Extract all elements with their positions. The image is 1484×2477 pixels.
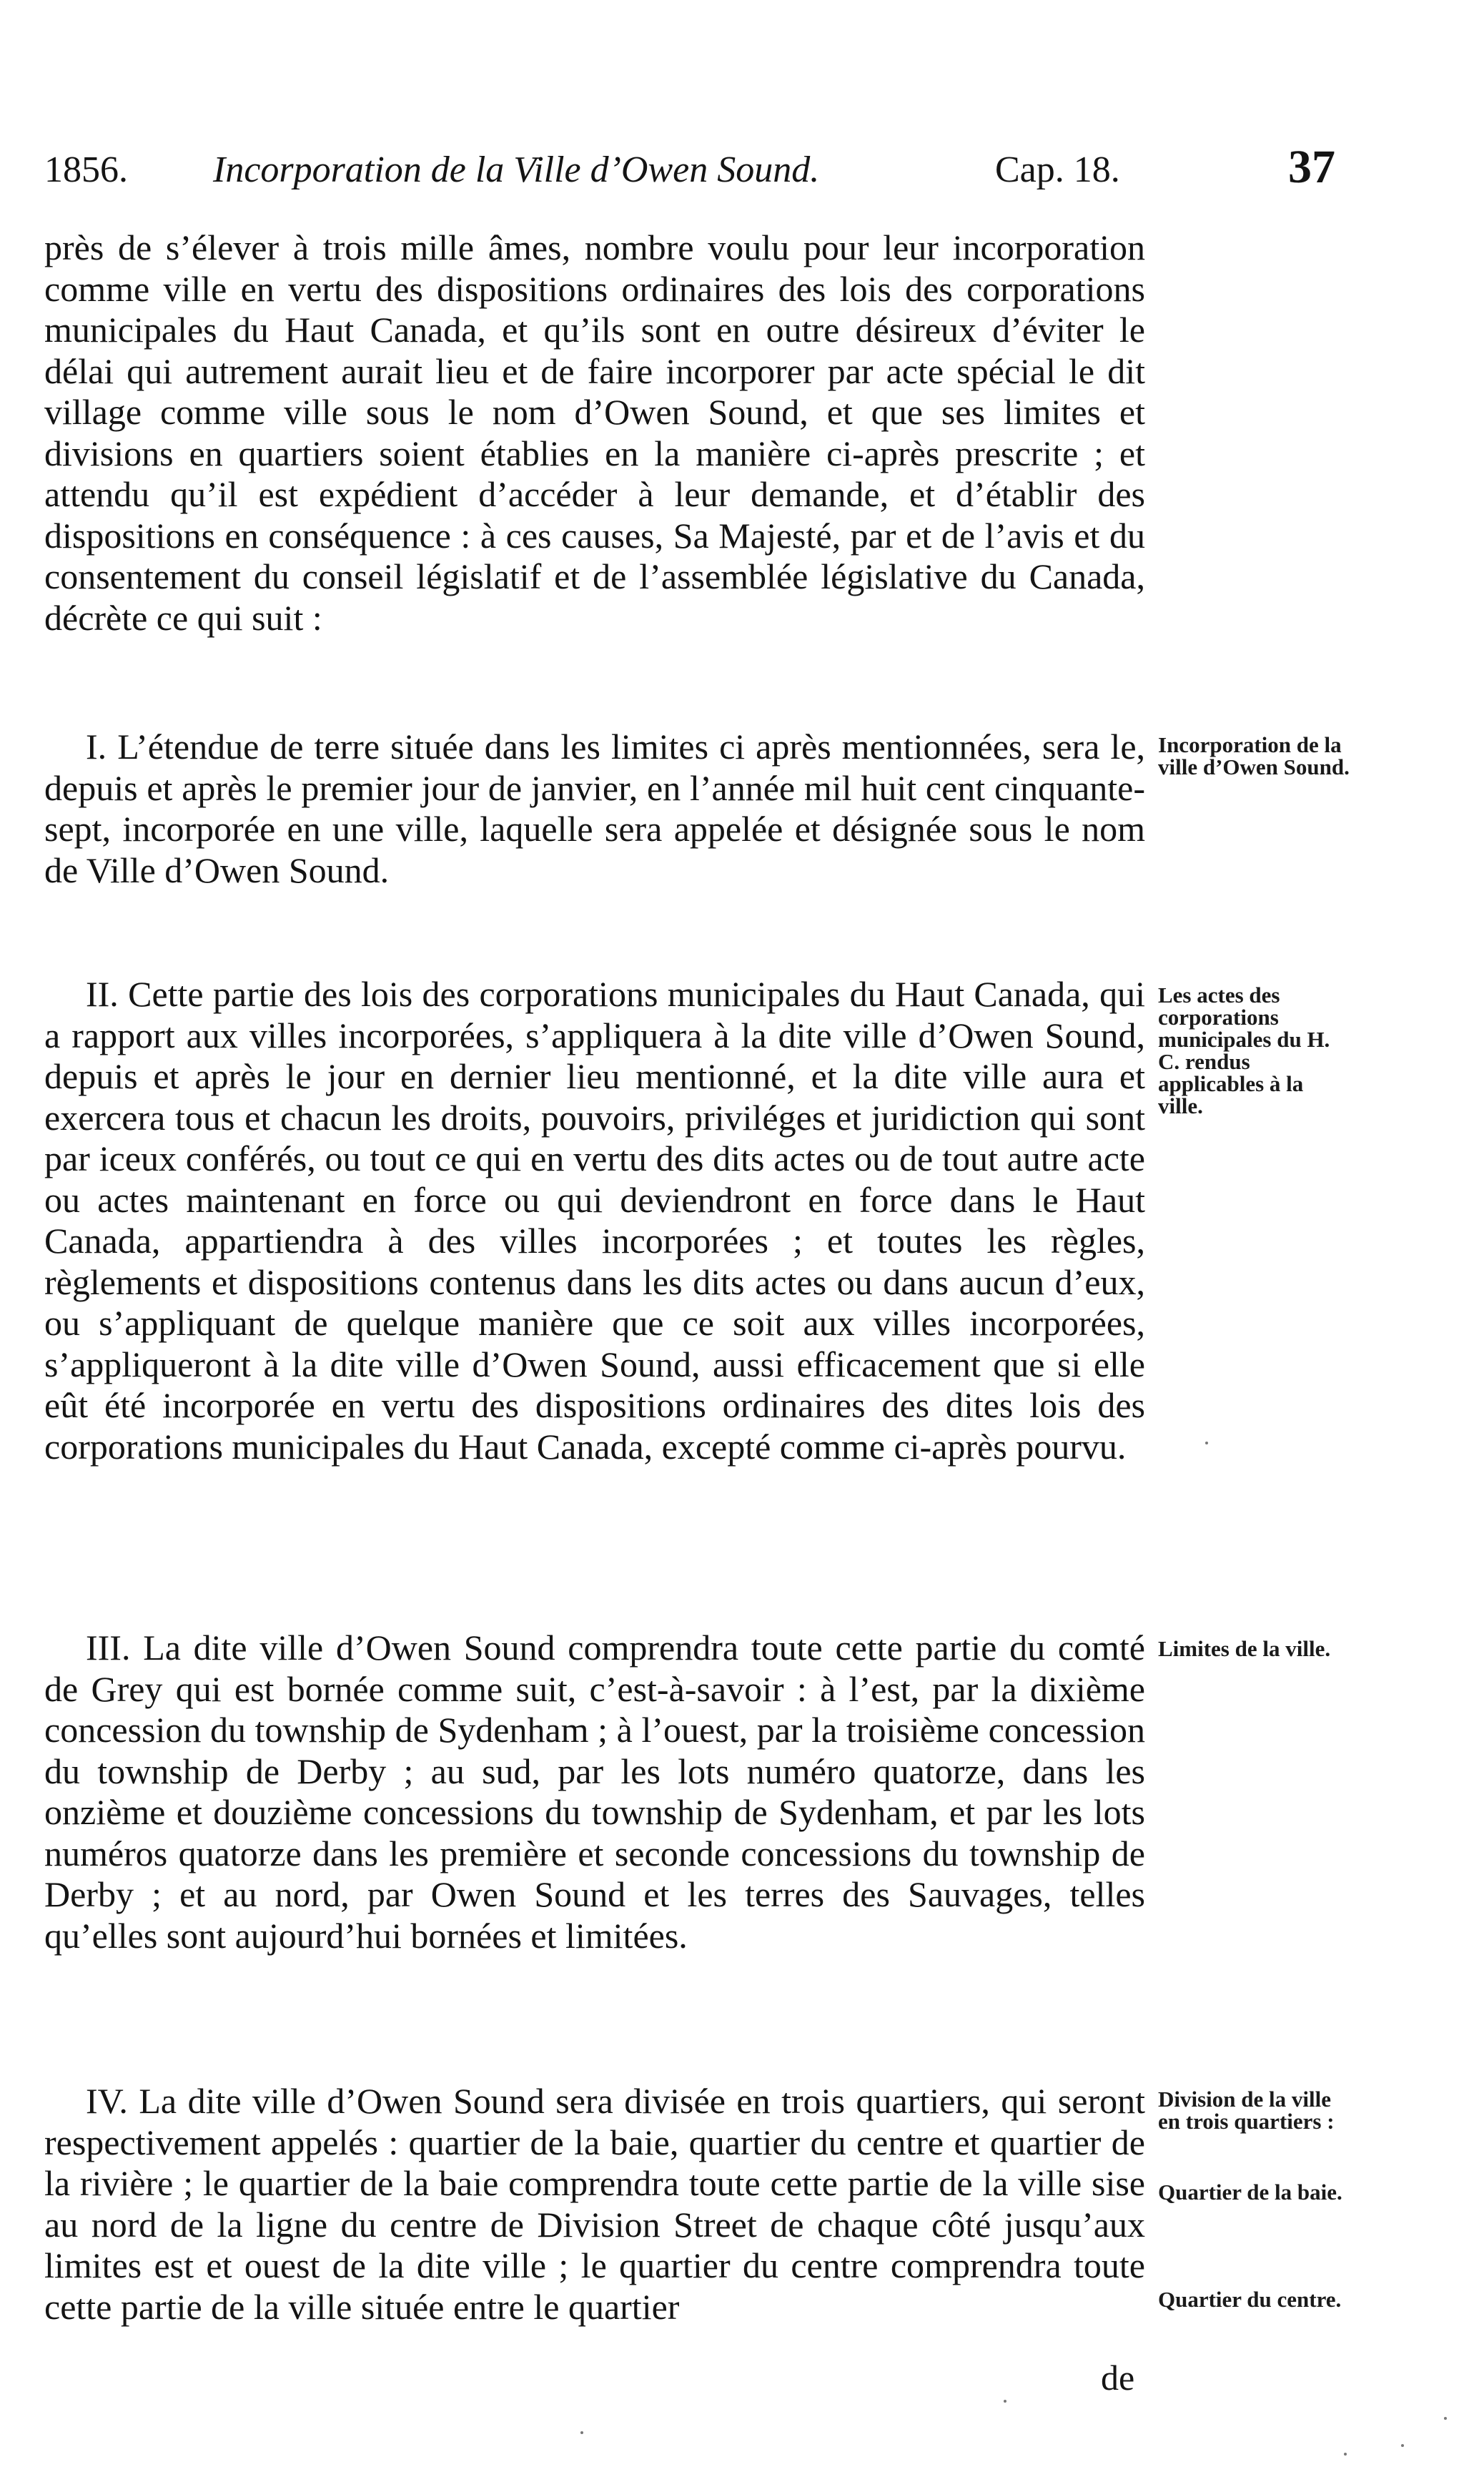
paper-speck [1205, 1442, 1208, 1444]
header-chapter: Cap. 18. [995, 149, 1120, 190]
section-number: IV. [86, 2081, 128, 2121]
header-title: Incorporation de la Ville d’Owen Sound. [213, 149, 820, 190]
margin-note-centre-ward: Quartier du centre. [1158, 2287, 1342, 2312]
margin-note-limits: Limites de la ville. [1158, 1636, 1331, 1661]
section-4 [44, 2081, 1145, 2328]
margin-note-acts-applicable: Les actes des corporations municipales du H. C. rendus applicables à la ville. [1158, 983, 1330, 1118]
catchword: de [1101, 2358, 1135, 2398]
paper-speck [1004, 2400, 1006, 2403]
section-number: III. [86, 1627, 131, 1668]
preamble-block [44, 227, 1145, 639]
section-1 [44, 727, 1145, 891]
section-number: I. [86, 727, 107, 767]
section-text: La dite ville d’Owen Sound comprendra toute cette partie du comté de Grey qui est bornée comme suit, c’est-à-savoir : à l’est, par la dixième concession du township de Sydenham ; à l’ouest, par la troisième concession du township de Derby ; au sud, par les lots numéro quatorze, dans les onzième et douzième concessions du township de Sydenham, et par les lots numéros quatorze dans les première et seconde concessions du township de Derby ; et au nord, par Owen Sound et les terres des Sauvages, telles qu’elles sont aujourd’hui bornées et limitées. [44, 1627, 1145, 1956]
paper-speck [1444, 2417, 1447, 2420]
margin-note-incorporation: Incorporation de la ville d’Owen Sound. [1158, 732, 1350, 779]
section-2 [44, 974, 1145, 1467]
margin-note-bay-ward: Quartier de la baie. [1158, 2180, 1342, 2205]
header-year: 1856. [44, 149, 128, 190]
running-header [44, 134, 1360, 199]
preamble-text: près de s’élever à trois mille âmes, nombre voulu pour leur incorporation comme ville en vertu des dispositions ordinaires des lois des corporations municipales du Haut Canada, et qu’ils sont en outre désireux d’éviter le délai qui autrement aurait lieu et de faire incorporer par acte spécial le dit village comme ville sous le nom d’Owen Sound, et que ses limites et divisions en quartiers soient établies en la manière ci-après prescrite ; et attendu qu’il est expédient d’accéder à leur demande, et d’établir des dispositions en conséquence : à ces causes, Sa Majesté, par et de l’avis et du consentement du conseil législatif et de l’assemblée législative du Canada, décrète ce qui suit : [44, 227, 1145, 638]
section-text: La dite ville d’Owen Sound sera divisée en trois quartiers, qui seront respectivement appelés : quartier de la baie, quartier du centre et quartier de la rivière ; le quartier de la baie comprendra toute cette partie de la ville sise au nord de la ligne du centre de Division Street de chaque côté jusqu’aux limites est et ouest de la dite ville ; le quartier du centre comprendra toute cette partie de la ville située entre le quartier [44, 2081, 1145, 2327]
section-text: L’étendue de terre située dans les limites ci après mentionnées, sera le, depuis et après le premier jour de janvier, en l’année mil huit cent cinquante-sept, incorporée en une ville, laquelle sera appelée et désignée sous le nom de Ville d’Owen Sound. [44, 727, 1146, 890]
page-number: 37 [1288, 141, 1335, 193]
section-text: Cette partie des lois des corporations municipales du Haut Canada, qui a rapport aux villes incorporées, s’appliquera à la dite ville d’Owen Sound, depuis et après le jour en dernier lieu mentionné, et la dite ville aura et exercera tous et chacun les droits, pouvoirs, priviléges et juridiction qui sont par iceux conférés, ou tout ce qui en vertu des dits actes ou de tout autre acte ou actes maintenant en force ou qui deviendront en force dans le Haut Canada, appartiendra à des villes incorporées ; et toutes les règles, règlements et dispositions contenus dans les dits actes ou dans aucun d’eux, ou s’appliquant de quelque manière que ce soit aux villes incorporées, s’appliqueront à la dite ville d’Owen Sound, aussi efficacement que si elle eût été incorporée en vertu des dispositions ordinaires des dites lois des corporations municipales du Haut Canada, excepté comme ci-après pourvu. [44, 974, 1145, 1467]
margin-note-division: Division de la ville en trois quartiers : [1158, 2087, 1335, 2134]
paper-speck [1401, 2444, 1404, 2447]
paper-speck [580, 2431, 583, 2434]
section-number: II. [86, 974, 119, 1014]
paper-speck [1344, 2453, 1347, 2456]
section-3 [44, 1627, 1145, 1956]
